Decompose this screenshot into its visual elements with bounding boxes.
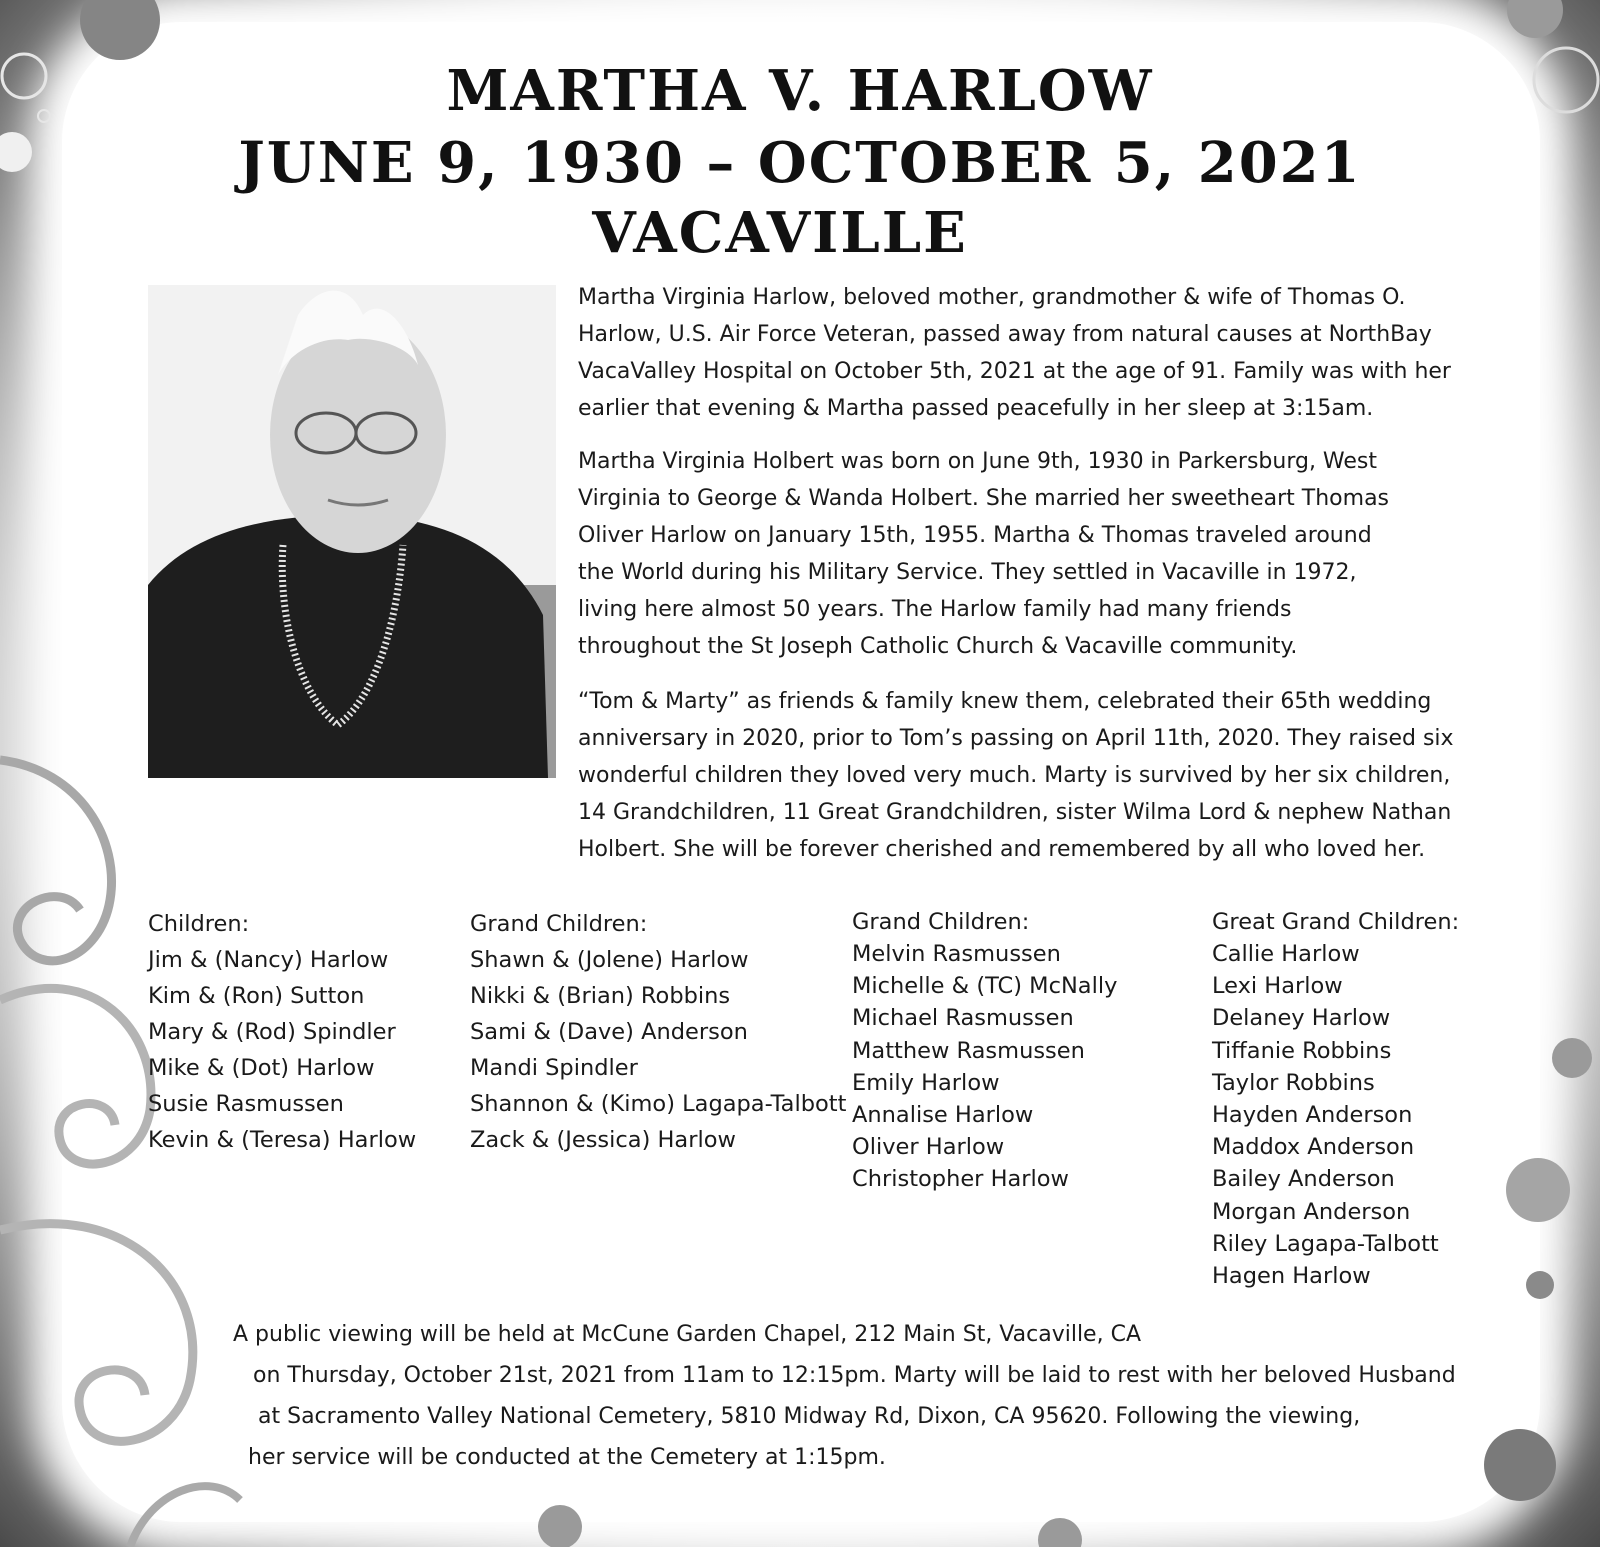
list-item: Morgan Anderson: [1212, 1198, 1411, 1225]
swirl-icon: [130, 1486, 240, 1547]
portrait-illustration: [148, 285, 556, 778]
bubble-icon: [1506, 1158, 1570, 1222]
grandchildren-column-b: [852, 906, 1117, 1196]
life-dates: JUNE 9, 1930 – OCTOBER 5, 2021: [238, 130, 1362, 196]
grandchildren-heading: Grand Children:: [852, 909, 1030, 935]
list-item: Riley Lagapa-Talbott: [1212, 1230, 1439, 1257]
list-item: Zack & (Jessica) Harlow: [470, 1127, 736, 1153]
great-grandchildren-heading: Great Grand Children:: [1212, 909, 1460, 935]
list-item: Shannon & (Kimo) Lagapa-Talbott: [470, 1091, 847, 1117]
bubble-icon: [80, 0, 160, 60]
list-item: Delaney Harlow: [1212, 1005, 1391, 1032]
list-item: Susie Rasmussen: [148, 1091, 344, 1117]
viewing-line-4: her service will be conducted at the Cemetery at 1:15pm.: [248, 1445, 886, 1470]
list-item: Nikki & (Brian) Robbins: [470, 983, 731, 1009]
obituary-paragraph-1: Martha Virginia Harlow, beloved mother, grandmother & wife of Thomas O. Harlow, U.S. Air Force Veteran, passed away from natural causes at NorthBay VacaValley Hospital on October 5th, 2021 at the age of 91. Family was with her earlier that evening & Martha passed peacefully in her sleep at 3:15am.: [578, 285, 1451, 421]
bubble-icon: [1507, 0, 1563, 38]
city-heading: VACAVILLE: [592, 200, 968, 266]
children-heading: Children:: [148, 911, 250, 937]
list-item: Mandi Spindler: [470, 1055, 638, 1081]
list-item: Tiffanie Robbins: [1212, 1037, 1392, 1064]
list-item: Lexi Harlow: [1212, 973, 1343, 1000]
list-item: Mary & (Rod) Spindler: [148, 1019, 396, 1045]
list-item: Michael Rasmussen: [852, 1005, 1074, 1032]
obituary-paragraph-2: Martha Virginia Holbert was born on June 9th, 1930 in Parkersburg, West Virginia to George & Wanda Holbert. She married her sweetheart Thomas Oliver Harlow on January 15th, 1955. Martha & Thomas traveled around the World during his Military Service. They settled in Vacaville in 1972, living here almost 50 years. The Harlow family had many friends throughout the St Joseph Catholic Church & Vacaville community.: [578, 449, 1390, 659]
list-item: Taylor Robbins: [1212, 1069, 1375, 1096]
list-item: Annalise Harlow: [852, 1102, 1034, 1129]
viewing-line-1: A public viewing will be held at McCune Garden Chapel, 212 Main St, Vacaville, CA: [233, 1322, 1141, 1347]
list-item: Kim & (Ron) Sutton: [148, 983, 365, 1009]
deceased-name: MARTHA V. HARLOW: [446, 58, 1154, 124]
viewing-line-3: at Sacramento Valley National Cemetery, 5810 Midway Rd, Dixon, CA 95620. Following the viewing,: [258, 1404, 1361, 1429]
viewing-line-2: on Thursday, October 21st, 2021 from 11am to 12:15pm. Marty will be laid to rest with her beloved Husband: [253, 1363, 1456, 1388]
list-item: Shawn & (Jolene) Harlow: [470, 947, 749, 973]
bubble-icon: [1552, 1038, 1592, 1078]
list-item: Callie Harlow: [1212, 941, 1360, 967]
list-item: Oliver Harlow: [852, 1134, 1005, 1161]
list-item: Matthew Rasmussen: [852, 1037, 1085, 1064]
list-item: Michelle & (TC) McNally: [852, 973, 1118, 1000]
list-item: Emily Harlow: [852, 1069, 1000, 1096]
obituary-paragraph-3: “Tom & Marty” as friends & family knew them, celebrated their 65th wedding anniversary in 2020, prior to Tom’s passing on April 11th, 2020. They raised six wonderful children they loved very much. Marty is survived by her six children, 14 Grandchildren, 11 Great Grandchildren, sister Wilma Lord & nephew Nathan Holbert. She will be forever cherished and remembered by all who loved her.: [578, 689, 1454, 862]
list-item: Hayden Anderson: [1212, 1102, 1413, 1129]
list-item: Bailey Anderson: [1212, 1166, 1395, 1193]
great-grandchildren-column: [1212, 906, 1459, 1292]
list-item: Jim & (Nancy) Harlow: [148, 947, 389, 973]
swirl-icon: [0, 1224, 193, 1442]
list-item: Melvin Rasmussen: [852, 941, 1061, 967]
list-item: Sami & (Dave) Anderson: [470, 1019, 748, 1045]
grandchildren-heading: Grand Children:: [470, 911, 648, 937]
bubble-icon: [1038, 1518, 1082, 1547]
list-item: Christopher Harlow: [852, 1166, 1069, 1193]
bubble-icon: [1526, 1271, 1554, 1299]
bubble-icon: [538, 1505, 582, 1547]
children-column: [148, 906, 416, 1158]
list-item: Kevin & (Teresa) Harlow: [148, 1127, 417, 1153]
list-item: Hagen Harlow: [1212, 1263, 1371, 1290]
bubble-icon: [1484, 1429, 1556, 1501]
swirl-icon: [0, 988, 151, 1164]
grandchildren-column-a: [470, 906, 846, 1158]
portrait-photo: [148, 285, 556, 778]
swirl-icon: [0, 760, 112, 961]
list-item: Maddox Anderson: [1212, 1134, 1415, 1161]
list-item: Mike & (Dot) Harlow: [148, 1055, 375, 1081]
